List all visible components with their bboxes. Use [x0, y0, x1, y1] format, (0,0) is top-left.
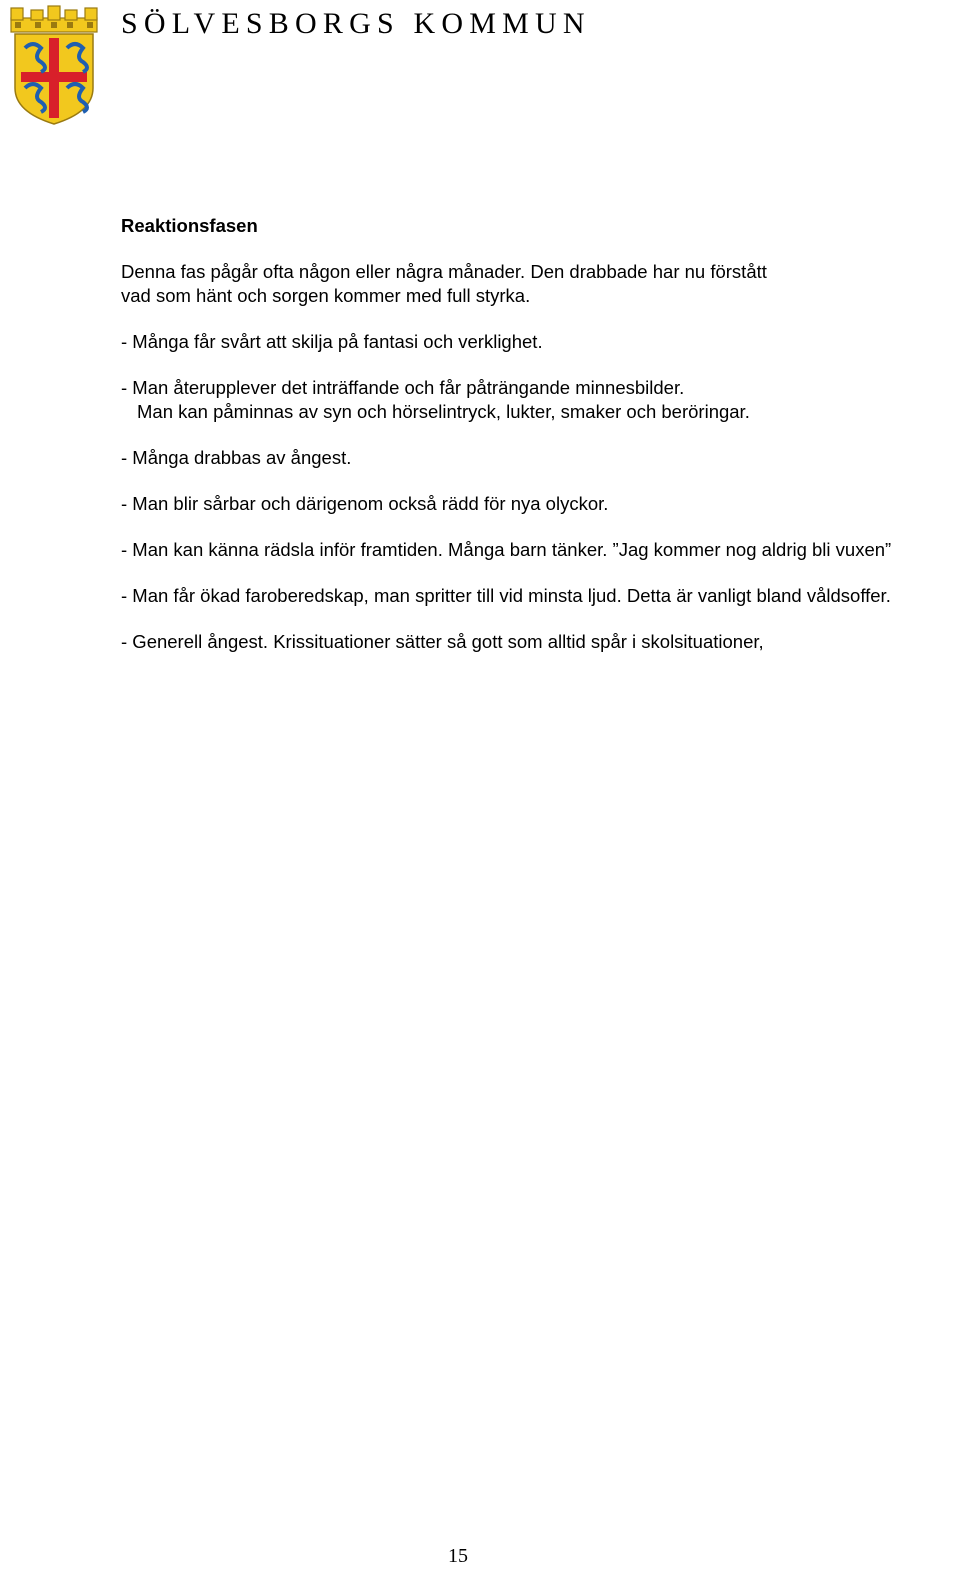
- list-item: - Man kan känna rädsla inför framtiden. Många barn tänker. ”Jag kommer nog aldrig bli vuxen”: [121, 539, 892, 560]
- list-item: - Man får ökad faroberedskap, man spritter till vid minsta ljud. Detta är vanligt bland våldsoffer.: [121, 585, 891, 606]
- list-item: - Generell ångest. Krissituationer sätter så gott som alltid spår i skolsituationer,: [121, 631, 764, 652]
- list-item: - Man blir sårbar och därigenom också rädd för nya olyckor.: [121, 493, 609, 514]
- intro-paragraph-line-2: vad som hänt och sorgen kommer med full styrka.: [121, 285, 531, 306]
- list-item: - Man återupplever det inträffande och får påträngande minnesbilder.: [121, 377, 685, 398]
- list-item: - Många drabbas av ångest.: [121, 447, 352, 468]
- list-item: - Många får svårt att skilja på fantasi och verklighet.: [121, 331, 543, 352]
- organization-name: SÖLVESBORGS KOMMUN: [121, 7, 591, 40]
- section-heading: Reaktionsfasen: [121, 215, 258, 236]
- list-item-continuation: Man kan påminnas av syn och hörselintryck, lukter, smaker och beröringar.: [137, 401, 750, 422]
- page-header: [0, 0, 960, 130]
- municipal-coat-of-arms-icon: [5, 4, 103, 126]
- page-number: 15: [448, 1545, 468, 1567]
- intro-paragraph-line-1: Denna fas pågår ofta någon eller några månader. Den drabbade har nu förstått: [121, 261, 767, 282]
